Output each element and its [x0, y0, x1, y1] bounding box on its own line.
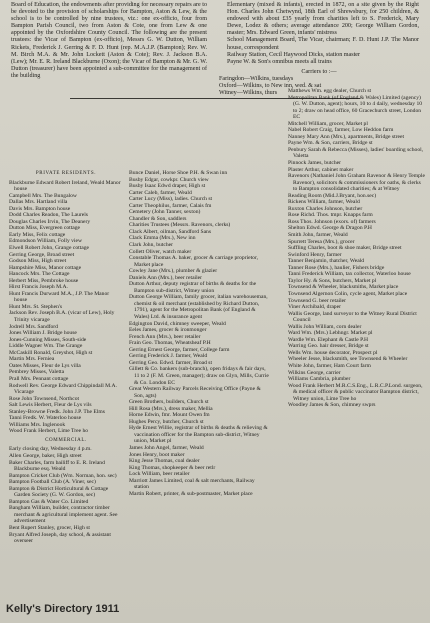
- directory-entry: Great Western Railway Parcels Receiving Office (Payne & Son, agts): [129, 386, 261, 399]
- directory-entry: Tanni Fredk. W. Waterloo house: [9, 415, 82, 422]
- directory-entry: Nabel Robert Craig, farmer, Low Heddon farm: [288, 127, 394, 134]
- column-2: [129, 170, 269, 497]
- directory-entry: Tanner Benjamin, thatcher, Weald: [288, 258, 365, 265]
- directory-entry: Carter Caleb, farmer, Weald: [129, 189, 192, 196]
- directory-entry: Faringdon—Wilkins, tuesdays: [219, 75, 294, 82]
- directory-entry: Metropolitan Bank (of England & Wales) Limited (agency) (G. W. Dutton, agent); hours, 10 to 4 daily, wednesday 10 to 2; draw on head office, 60 Gracechurch street, London EC: [288, 94, 423, 121]
- directory-entry: Gerring Ernest George, farmer, College farm: [129, 346, 230, 353]
- directory-entry: Cemetery (John Tanner, sexton): [129, 209, 201, 216]
- directory-entry: Hirst Francis Joseph M.A.: [9, 284, 68, 291]
- directory-entry: Rickens William, farmer, Weald: [288, 199, 360, 206]
- commercial-list: [9, 446, 123, 544]
- carriers-heading: Carriers to :—: [301, 68, 337, 75]
- top-right-paragraph: School Management Board, The Vicar, chairman; F. D. Hunt J.P. The Manor house, correspondent: [227, 37, 419, 51]
- directory-entry: Rose Richd. Thos. tmpr. Knapps farm: [288, 212, 373, 219]
- directory-entry: Early closing day, Wednesday 4 p.m.: [9, 446, 92, 453]
- directory-entry: Godson Miss, High street: [9, 258, 67, 265]
- directory-entry: Tanni Frederick William, tax collector, Waterloo house: [288, 271, 411, 278]
- directory-entry: Jackson Rev. Joseph B.A. (vicar of Lew), Holy Trinity vicarage: [9, 310, 115, 324]
- directory-entry: Salt Lewis Herbert, Fleur de Lys vils: [9, 402, 92, 409]
- directory-entry: Constable Thomas A. baker, grocer & carriage proprietor, Market place: [129, 255, 258, 268]
- column-3-list: [288, 88, 426, 409]
- directory-entry: Davis Mrs. Bampton house: [9, 205, 71, 212]
- directory-entry: Taylor Hy. & Sons, butchers, Market pl: [288, 277, 377, 284]
- directory-entry: Oxford—Wilkins, to New inn, wed. & sat: [219, 83, 322, 90]
- directory-entry: Woodley James & Son, chimney swprs: [288, 402, 376, 409]
- directory-entry: Hyde Ernest Willie, registrar of births & deaths & relieving & vaccination officer for the Bampton sub-district, Witney union, Market pl: [129, 425, 268, 445]
- directory-entry: Bangham William, builder, contractor timber merchant & agricultural implement agent. See advertisement: [9, 505, 118, 525]
- directory-entry: King Thomas, shopkeeper & beer retlr: [129, 464, 216, 471]
- directory-entry: Early Miss, Felix cottage: [9, 231, 66, 238]
- directory-entry: Hunt Mrs. St. Stephen's: [9, 303, 63, 310]
- directory-entry: Townsend & Wheeler, blacksmiths, Market place: [288, 284, 399, 291]
- directory-entry: Prall Mrs. Pennant cottage: [9, 375, 69, 382]
- top-right-paragraph: Railway Station, Cecil Haywood Dicks, station master: [227, 51, 361, 58]
- directory-entry: Rodwell Rev. George Edward Chippindall M.A. Vicarage: [9, 382, 117, 396]
- directory-entry: Busby Isaac Edwd draper, High st: [129, 183, 206, 190]
- directory-entry: Carter Theophilus, farmer, Calais fm: [129, 202, 212, 209]
- directory-entry: Bampton & District Horticultural & Cottage Garden Society (G. W. Gordon, sec): [9, 485, 109, 499]
- directory-entry: Green Brothers, builders, Church st: [129, 399, 209, 406]
- directory-entry: Campbell Mrs. The Bungalow: [9, 192, 77, 199]
- directory-entry: Warring Geo. hair dresser, Bridge st: [288, 343, 369, 350]
- directory-entry: Hill Rosa (Mrs.), dress maker, Mellia: [129, 405, 213, 412]
- directory-entry: Bampton Gas & Water Co. Limited: [9, 498, 89, 505]
- directory-entry: Bryant Alfred Joseph, day school, & assistant overseer: [9, 531, 111, 545]
- directory-entry: Dutton Miss, Evergreen cottage: [9, 225, 81, 232]
- directory-entry: Reading Room (Mid.J.Bryant, hon.sec): [288, 192, 377, 199]
- directory-entry: Dutton Arthur, deputy registrar of births & deaths for the Bampton sub-district, Witney union: [129, 281, 257, 294]
- directory-entry: Liddle Wagner Wm. The Grange: [9, 343, 83, 350]
- directory-entry: Wells Wm. house decorator, Prospect pl: [288, 349, 378, 356]
- directory-entry: Gerring Geo. Edwd. farmer, Broad st: [129, 359, 213, 366]
- directory-entry: White John, farmer, Ham Court farm: [288, 362, 371, 369]
- directory-entry: Clark John, butcher: [129, 242, 173, 249]
- directory-entry: Payne Wm. & Son, carriers, Bridge st: [288, 140, 373, 147]
- directory-entry: Jones William J. Bridge house: [9, 330, 77, 337]
- directory-entry: Tanner Rose (Mrs.), haulier, Fishers bridge: [288, 264, 385, 271]
- directory-entry: Chandler & Son, saddlers: [129, 215, 187, 222]
- directory-entry: Douglas Charles Irvin, The Deanery: [9, 218, 91, 225]
- directory-entry: Wood Frank Herbert, Lime Tree ho: [9, 428, 89, 435]
- directory-entry: Spurrett Teresa (Mrs.), grocer: [288, 238, 355, 245]
- directory-entry: Bampton Football Club (A. Viner, sec): [9, 479, 96, 486]
- directory-entry: Rose John Townsend, Northcot: [9, 395, 80, 402]
- directory-entry: Wallis George, land surveyor to the Witney Rural District Council: [288, 310, 417, 324]
- directory-entry: Clack Albert, oilman, Sandford Sans: [129, 228, 212, 235]
- directory-entry: Stanley-Browne Fredk. John J.P. The Elms: [9, 408, 105, 415]
- directory-entry: Ravenors (Nathaniel John Graham Ravenor & Henry Temple Ravenor), solicitors & commissioners for oaths, & clerks to Bampton consolidated charities; & at Witney: [288, 173, 425, 193]
- directory-entry: Hancock Mrs. The Cottage: [9, 271, 70, 278]
- private-residents-heading: PRIVATE RESIDENTS.: [35, 171, 97, 176]
- directory-entry: Jones-Cunning Misses, South-side: [9, 336, 87, 343]
- directory-entry: Clack Emma (Mrs.), New inn: [129, 235, 196, 242]
- directory-entry: Busby Edgar, cowkpr. Church view: [129, 176, 209, 183]
- directory-entry: Daniels Ann (Mrs.), beer retailer: [129, 274, 203, 281]
- directory-entry: Ruxton Charles Johnson, butcher: [288, 205, 363, 212]
- top-section: [0, 0, 430, 98]
- directory-entry: Dallas Mrs. Hartland villa: [9, 199, 68, 206]
- directory-entry: Charities Trustees (Messrs. Ravenors, clerks): [129, 222, 231, 229]
- directory-entry: Hunt Francis Durward M.A., J.P. The Manor house: [9, 290, 110, 304]
- directory-entry: Dutton George William, family grocer, italian warehouseman, chemist & oil merchant (established by Richard Dutton, 1791), agent for the Metropolitan Bank (of England & Wales) Ltd. & insurance agent: [129, 294, 268, 321]
- directory-entry: Frain Geo. Thomas, Wheatsheaf P.H: [129, 340, 211, 347]
- directory-entry: Hampshire Miss, Manor cottage: [9, 264, 82, 271]
- directory-entry: Wallis John William, corn dealer: [288, 323, 362, 330]
- top-left-column: [11, 2, 207, 80]
- directory-entry: Carter Lucy (Miss), ladies. Church st: [129, 196, 213, 203]
- directory-entry: Lock William, beer retailer: [129, 471, 190, 478]
- directory-entry: Ross Thos. Johnson (exors. of) farmers: [288, 218, 376, 225]
- top-right-paragraph: Elementary (mixed & infants), erected in 1872, on a site given by the Right Hon. Charles John Chetwynd, 18th Earl of Shrewsbury, for 250 children, & endowed with about £35 yearly from charities left to S. Frederick, Mary Dewe, Lodez & others; average attendance 200; George William Gordon, master; Mrs. Edward Green, infants' mistress: [227, 2, 419, 37]
- directory-entry: Pinnock James, butcher: [288, 160, 341, 167]
- directory-entry: Wilkins George, carrier: [288, 369, 341, 376]
- directory-entry: Swinford Henry, farmer: [288, 251, 342, 258]
- directory-entry: Oates Misses, Fleur de Lys villa: [9, 362, 81, 369]
- directory-entry: Williams Cambria, plumber: [288, 376, 351, 383]
- directory-entry: Jodrell Mrs. Sandford: [9, 323, 58, 330]
- directory-entry: Penbury Sarah & Rebecca (Misses), ladies' boarding school, Valetta: [288, 146, 424, 160]
- directory-entry: Suffling Charles, boot & shoe maker, Bridge street: [288, 245, 402, 252]
- directory-entry: Cowley Jane (Mrs.), plumber & glazier: [129, 268, 218, 275]
- directory-entry: Bent Rupert Stanley, grocer, High st: [9, 524, 90, 531]
- directory-entry: Baker Charles, farm bailiff to E. R. Ireland Blackburne esq. Weald: [9, 459, 105, 473]
- directory-entry: Wardle Wm. Elephant & Castle P.H: [288, 336, 369, 343]
- footer-caption: Kelly's Directory 1911: [6, 603, 120, 615]
- directory-entry: Bunce Daniel, Horse Shoe P.H. & Swan inn: [129, 170, 228, 176]
- directory-entry: Blackburne Edward Robert Ireland, Weald Manor house: [9, 179, 121, 193]
- directory-entry: Mitchell William, grocer, Market pl: [288, 120, 368, 127]
- directory-entry: Gillett & Co. bankers (sub-branch), open fridays & fair days, 11 to 2 (F. M. Green, manager); draw on Glyn, Mills, Currie & Co. London EC: [129, 366, 269, 386]
- directory-entry: Herbert Miss, Pembroke house: [9, 277, 79, 284]
- directory-entry: Hughes Percy, butcher, Church st: [129, 418, 204, 425]
- private-residents-list: [9, 180, 123, 435]
- directory-entry: Williams Mrs. Inglenook: [9, 421, 66, 428]
- column-3: [288, 88, 426, 409]
- column-1: [9, 170, 123, 545]
- directory-entry: James John Angel, farmer, Weald: [129, 444, 204, 451]
- directory-entry: Edmondson William, Folly view: [9, 238, 83, 245]
- directory-entry: Gerring Frederick J. farmer, Weald: [129, 353, 208, 360]
- commercial-heading: COMMERCIAL.: [45, 437, 87, 443]
- directory-entry: Jones Henry, boot maker: [129, 451, 185, 458]
- directory-entry: Collett Oliver, watch maker: [129, 248, 192, 255]
- column-2-list: [129, 170, 269, 497]
- directory-entry: Horne Edwin, fmr. Mount Owen fm: [129, 412, 210, 419]
- top-right-paragraph: Payne W. & Son's omnibus meets all trains: [227, 58, 332, 65]
- directory-entry: King Jesse Thomas, coal dealer: [129, 458, 200, 465]
- directory-entry: Viner Archibald, draper: [288, 304, 341, 311]
- directory-entry: Matthews Wm. egg dealer, Church st: [288, 88, 372, 94]
- directory-entry: Pembrey Misses, Valetta: [9, 369, 65, 376]
- directory-entry: Edgington David, chimney sweeper, Weald: [129, 320, 226, 327]
- directory-entry: Witney—Wilkins, thurs: [219, 90, 278, 97]
- directory-entry: Townsend G. beer retailer: [288, 297, 347, 304]
- directory-entry: Gerring George, Broad street: [9, 251, 75, 258]
- directory-entry: McCaskill Ronald, Greyshot, High st: [9, 349, 93, 356]
- directory-entry: Wheeler Jesse, blacksmith, see Townsend & Wheeler: [288, 356, 408, 363]
- directory-entry: Elwell Robert John, Grange cottage: [9, 245, 89, 252]
- directory-entry: French Ann (Mrs.), beer retailer: [129, 333, 201, 340]
- directory-entry: Dodd Charles Readon, The Laurels: [9, 212, 88, 219]
- directory-entry: Allen George, baker, High street: [9, 452, 82, 459]
- directory-entry: Townsend Algernon Colin, cycle agent, Market place: [288, 290, 408, 297]
- directory-entry: Ward Wm. (Mrs.) Lebhngr. Market pl: [288, 330, 373, 337]
- directory-entry: Marriott James Limited, coal & salt merchants, Railway station: [129, 477, 255, 491]
- directory-entry: Smith John, farmer, Weald: [288, 232, 348, 239]
- directory-entry: Shelton Edwd. George & Dragon P.H: [288, 225, 372, 232]
- directory-entry: Wood Frank Herbert M.R.C.S.Eng., L.R.C.P.Lond. surgeon, & medical officer & public vaccinator Bampton district, Witney union, Lime Tree ho: [288, 382, 423, 402]
- directory-entry: Eeles James, grocer & ironmonger: [129, 327, 207, 334]
- directory-entry: Nanney Mary Ann (Mrs.), apartments, Bridge street: [288, 133, 405, 140]
- directory-entry: Martin Robert, printer, & sub-postmaster, Market place: [129, 490, 253, 497]
- directory-entry: Martin Mrs. Ferniea: [9, 356, 55, 363]
- top-right-column: [219, 2, 419, 97]
- directory-entry: Bampton Cricket Club (Wm. Norman, hon. sec): [9, 472, 117, 479]
- top-left-paragraph: Board of Education, the endowments after providing for necessary repairs are to be devoted to the provision of scholarships for Bampton, Aston & Lew, & the school is to be controlled by nine trustees, viz.: one ex-officio, four from Bampton Parish Council, two from Aston & Cote, one from Lew & one appointed by the Oxfordshire County Council. The following are the present trustees: the Vicar of Bampton (ex-officio), Messrs G. W. Dutton, William Rickets, Frederick J. Gerring & F. D. Hunt (rep. M.A.J.P. (Bampton); Rev. W. M. Birch M.A. & Mr. John Lockett (Aston & Cote); Rev. J. Jackson B.A. (Lew); Mr. E. R. Ireland Blackburne (Oxon); the Vicar of Bampton & Mr. G. W. Dutton (treasurer) have been appointed a sub-committee for the management of the building: [11, 2, 207, 79]
- directory-entry: Plaster Arthur, cabinet maker: [288, 166, 354, 173]
